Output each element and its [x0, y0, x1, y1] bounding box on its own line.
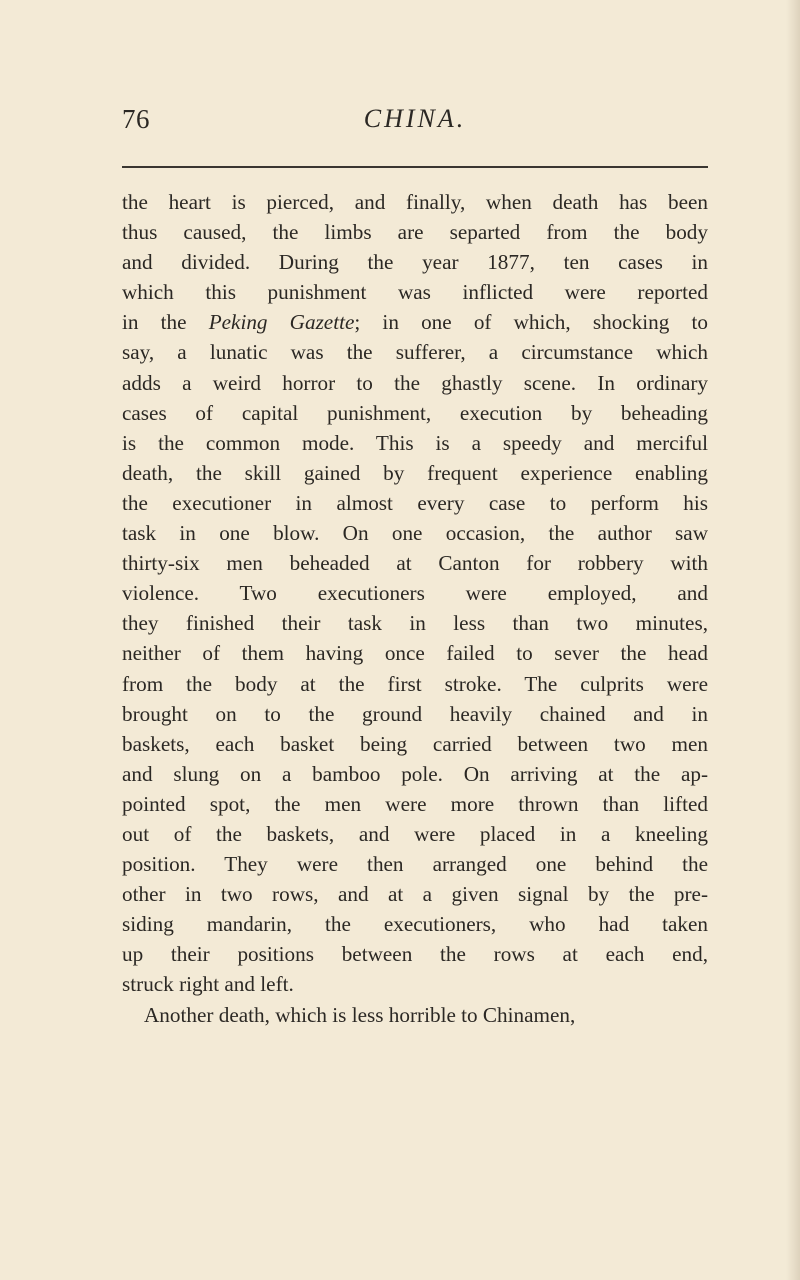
text-line: the executioner in almost every case to perform his — [122, 490, 708, 515]
page-number: 76 — [122, 104, 150, 134]
text-line: from the body at the first stroke. The culprits were — [122, 671, 708, 696]
text-line: which this punishment was inflicted were reported — [122, 280, 708, 305]
running-head — [122, 104, 708, 144]
text-line: other in two rows, and at a given signal by the pre- — [122, 882, 708, 907]
text-line: brought on to the ground heavily chained and in — [122, 701, 708, 726]
text-line: is the common mode. This is a speedy and merciful — [122, 430, 708, 455]
text-line: and slung on a bamboo pole. On arriving at the ap- — [122, 761, 708, 786]
text-line: thirty-six men beheaded at Canton for robbery with — [122, 551, 708, 576]
text-line: task in one blow. On one occasion, the author saw — [122, 521, 708, 546]
text-line: thus caused, the limbs are separted from the body — [122, 220, 708, 245]
text-line: and divided. During the year 1877, ten cases in — [122, 250, 708, 275]
text-line: adds a weird horror to the ghastly scene. In ordinary — [122, 370, 708, 395]
text-line: baskets, each basket being carried between two men — [122, 731, 708, 756]
text-line-paragraph-start: Another death, which is less horrible to Chinamen, — [144, 1002, 576, 1027]
text-line: neither of them having once failed to sever the head — [122, 641, 708, 666]
text-segment: ; in one of which, shocking to — [354, 310, 708, 335]
text-line: struck right and left. — [122, 972, 294, 997]
text-line: the heart is pierced, and finally, when death has been — [122, 190, 708, 214]
page-edge-shadow — [786, 0, 800, 1280]
header-rule — [122, 166, 708, 168]
text-line: up their positions between the rows at each end, — [122, 942, 708, 967]
body-text — [122, 187, 708, 1030]
text-line: cases of capital punishment, execution by beheading — [122, 400, 708, 425]
text-line: out of the baskets, and were placed in a kneeling — [122, 821, 708, 846]
text-line: siding mandarin, the executioners, who had taken — [122, 912, 708, 937]
text-line: position. They were then arranged one behind the — [122, 852, 708, 877]
text-line: death, the skill gained by frequent experience enabling — [122, 460, 708, 485]
text-line: say, a lunatic was the sufferer, a circumstance which — [122, 340, 708, 365]
newspaper-title: Peking Gazette — [208, 310, 355, 335]
text-line — [122, 307, 708, 337]
running-title: CHINA. — [363, 104, 467, 133]
text-line: they finished their task in less than two minutes, — [122, 611, 708, 636]
text-line: violence. Two executioners were employed, and — [122, 581, 708, 606]
text-segment: in the — [122, 310, 209, 335]
text-line: pointed spot, the men were more thrown than lifted — [122, 791, 708, 816]
